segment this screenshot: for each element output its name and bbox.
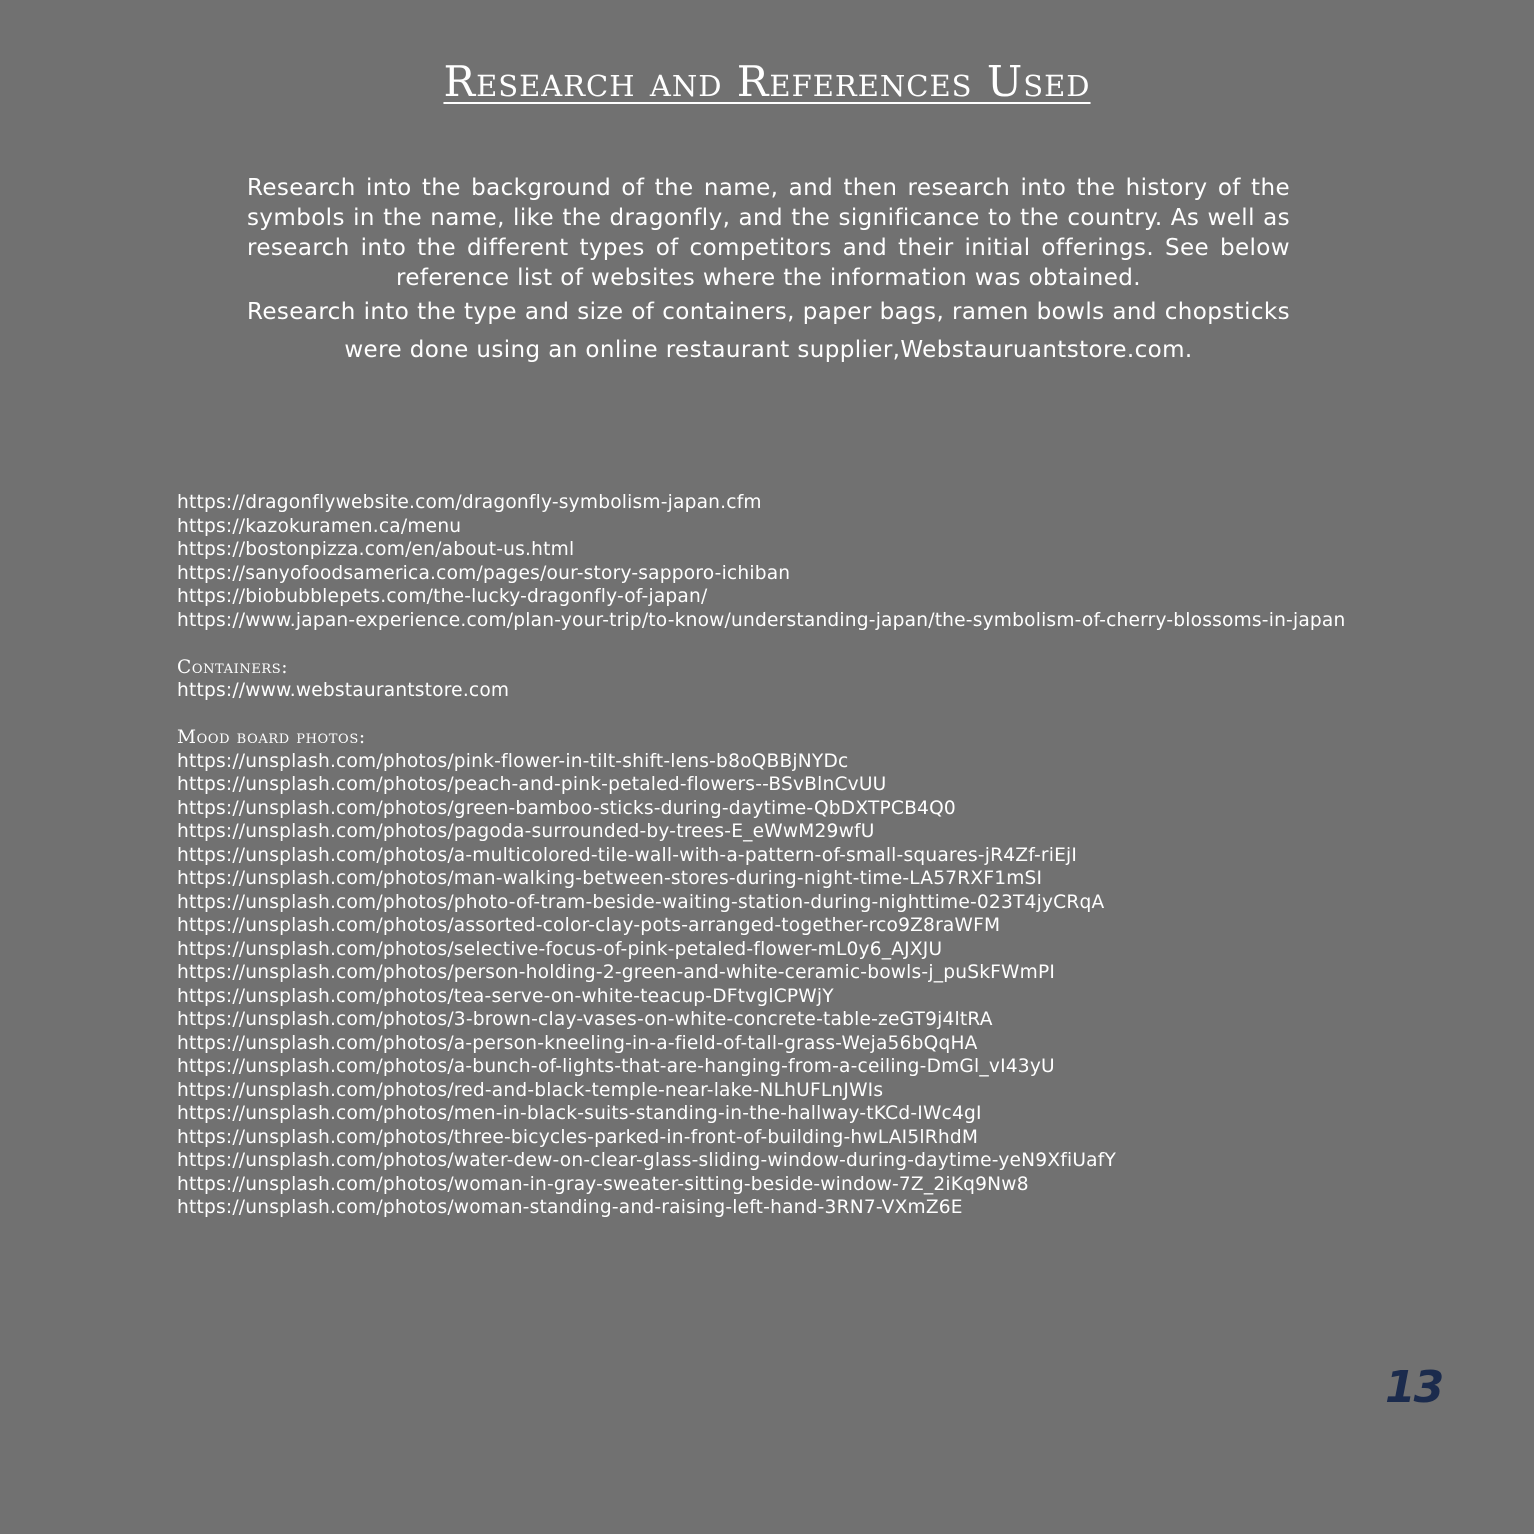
mood-board-link: https://unsplash.com/photos/person-holding-2-green-and-white-ceramic-bowls-j_puSkFWmPI: [177, 962, 1056, 983]
mood-board-link: https://unsplash.com/photos/pagoda-surrounded-by-trees-E_eWwM29wfU: [177, 821, 875, 842]
mood-board-link: https://unsplash.com/photos/tea-serve-on-white-teacup-DFtvglCPWjY: [177, 985, 834, 1007]
mood-board-link: https://unsplash.com/photos/pink-flower-in-tilt-shift-lens-b8oQBBjNYDc: [177, 750, 849, 772]
mood-board-link: https://unsplash.com/photos/woman-standing-and-raising-left-hand-3RN7-VXmZ6E: [177, 1197, 963, 1218]
reference-link: https://kazokuramen.ca/menu: [177, 515, 462, 537]
mood-board-link: https://unsplash.com/photos/red-and-black-temple-near-lake-NLhUFLnJWIs: [177, 1079, 884, 1101]
intro-text: [247, 173, 1290, 369]
page-title: Research and References Used: [443, 57, 1091, 106]
mood-board-heading: Mood board photos:: [177, 727, 366, 748]
mood-board-link: https://unsplash.com/photos/assorted-color-clay-pots-arranged-together-rco9Z8raWFM: [177, 915, 1001, 936]
mood-board-link: https://unsplash.com/photos/water-dew-on-clear-glass-sliding-window-during-daytime-yeN9XfiUafY: [177, 1150, 1117, 1171]
reference-link: https://dragonflywebsite.com/dragonfly-symbolism-japan.cfm: [177, 492, 762, 513]
spacer: [177, 632, 1347, 656]
mood-board-link: https://unsplash.com/photos/a-multicolored-tile-wall-with-a-pattern-of-small-squares-jR4Zf-riEjI: [177, 844, 1078, 866]
reference-link: https://sanyofoodsamerica.com/pages/our-story-sapporo-ichiban: [177, 562, 791, 584]
mood-board-link: https://unsplash.com/photos/a-bunch-of-lights-that-are-hanging-from-a-ceiling-DmGl_vI43yU: [177, 1056, 1055, 1077]
reference-link: https://www.webstaurantstore.com: [177, 680, 510, 701]
containers-heading: Containers:: [177, 656, 289, 678]
intro-paragraph-1: Research into the background of the name, and then research into the history of the symbols in the name, like the dragonfly, and the significance to the country. As well as research into the different types of competitors and their initial offerings. See below reference list of websites where the information was obtained.: [247, 175, 1290, 291]
mood-board-link: https://unsplash.com/photos/woman-in-gray-sweater-sitting-beside-window-7Z_2iKq9Nw8: [177, 1173, 1029, 1195]
mood-board-link: https://unsplash.com/photos/peach-and-pink-petaled-flowers--BSvBlnCvUU: [177, 774, 887, 795]
mood-board-link: https://unsplash.com/photos/a-person-kneeling-in-a-field-of-tall-grass-Weja56bQqHA: [177, 1032, 978, 1054]
reference-link: https://www.japan-experience.com/plan-your-trip/to-know/understanding-japan/the-symbolism-of-cherry-blossoms-in-japan: [177, 609, 1346, 631]
reference-link: https://biobubblepets.com/the-lucky-dragonfly-of-japan/: [177, 586, 708, 607]
reference-link: https://bostonpizza.com/en/about-us.html: [177, 539, 575, 560]
reference-list: [177, 491, 1347, 1220]
spacer: [177, 703, 1347, 727]
mood-board-link: https://unsplash.com/photos/photo-of-tram-beside-waiting-station-during-nighttime-023T4jyCRqA: [177, 891, 1105, 913]
mood-board-link: https://unsplash.com/photos/three-bicycles-parked-in-front-of-building-hwLAI5lRhdM: [177, 1126, 979, 1148]
mood-board-link: https://unsplash.com/photos/3-brown-clay-vases-on-white-concrete-table-zeGT9j4ltRA: [177, 1009, 993, 1030]
intro-paragraph-2: Research into the type and size of containers, paper bags, ramen bowls and chopsticks were done using an online restaurant supplier,Webstauruantstore.com.: [247, 299, 1290, 363]
mood-board-link: https://unsplash.com/photos/selective-focus-of-pink-petaled-flower-mL0y6_AJXJU: [177, 938, 943, 960]
mood-board-link: https://unsplash.com/photos/green-bamboo-sticks-during-daytime-QbDXTPCB4Q0: [177, 797, 956, 819]
mood-board-link: https://unsplash.com/photos/men-in-black-suits-standing-in-the-hallway-tKCd-IWc4gI: [177, 1103, 982, 1124]
mood-board-link: https://unsplash.com/photos/man-walking-between-stores-during-night-time-LA57RXF1mSI: [177, 868, 1043, 889]
page-number: 13: [1385, 1362, 1443, 1413]
